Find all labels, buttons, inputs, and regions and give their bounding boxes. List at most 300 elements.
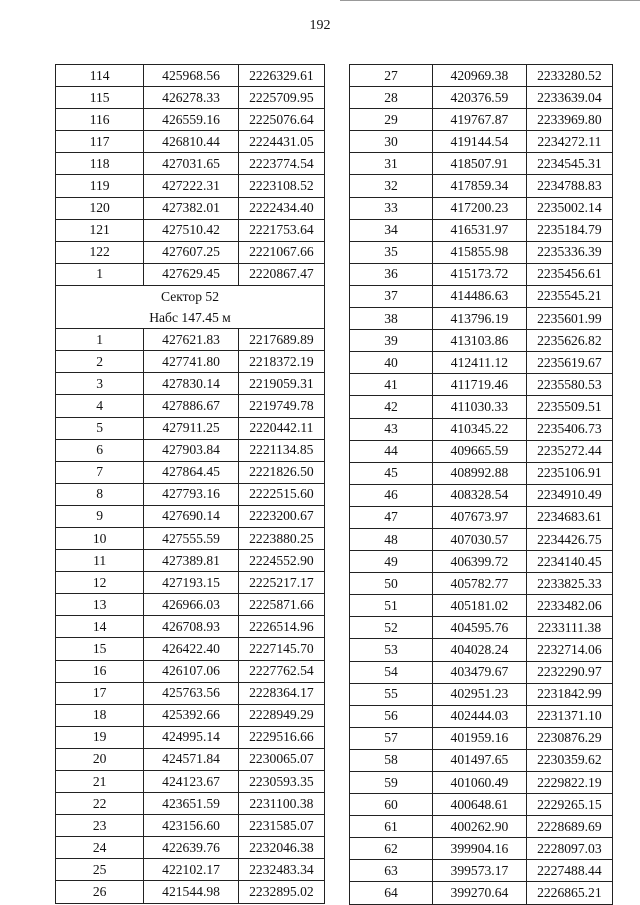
point-number: 43	[350, 418, 433, 440]
table-row	[350, 440, 613, 462]
table-row	[350, 65, 613, 87]
table-row	[56, 461, 325, 483]
y-coordinate: 2230065.07	[238, 748, 324, 770]
table-row	[56, 572, 325, 594]
y-coordinate: 2235272.44	[526, 440, 612, 462]
table-row	[56, 219, 325, 241]
y-coordinate: 2231842.99	[526, 683, 612, 705]
point-number: 30	[350, 131, 433, 153]
point-number: 5	[56, 417, 144, 439]
table-row	[56, 197, 325, 219]
x-coordinate: 427031.65	[144, 153, 239, 175]
point-number: 49	[350, 551, 433, 573]
y-coordinate: 2233639.04	[526, 87, 612, 109]
table-row	[350, 860, 613, 882]
point-number: 14	[56, 616, 144, 638]
point-number: 34	[350, 219, 433, 241]
x-coordinate: 425763.56	[144, 682, 239, 704]
x-coordinate: 420969.38	[433, 65, 527, 87]
y-coordinate: 2221826.50	[238, 461, 324, 483]
table-row	[350, 462, 613, 484]
point-number: 53	[350, 639, 433, 661]
y-coordinate: 2225871.66	[238, 594, 324, 616]
x-coordinate: 425968.56	[144, 65, 239, 87]
table-row	[350, 683, 613, 705]
table-row	[56, 859, 325, 881]
x-coordinate: 427222.31	[144, 175, 239, 197]
x-coordinate: 427690.14	[144, 505, 239, 527]
table-row	[350, 308, 613, 330]
x-coordinate: 426278.33	[144, 87, 239, 109]
point-number: 28	[350, 87, 433, 109]
x-coordinate: 411030.33	[433, 396, 527, 418]
x-coordinate: 423156.60	[144, 815, 239, 837]
table-row	[350, 153, 613, 175]
x-coordinate: 424123.67	[144, 771, 239, 793]
table-row	[56, 241, 325, 263]
x-coordinate: 413796.19	[433, 308, 527, 330]
y-coordinate: 2226329.61	[238, 65, 324, 87]
table-row	[350, 794, 613, 816]
table-row	[350, 772, 613, 794]
x-coordinate: 402444.03	[433, 705, 527, 727]
table-row	[350, 484, 613, 506]
point-number: 115	[56, 87, 144, 109]
y-coordinate: 2232046.38	[238, 837, 324, 859]
y-coordinate: 2235406.73	[526, 418, 612, 440]
x-coordinate: 404595.76	[433, 617, 527, 639]
point-number: 16	[56, 660, 144, 682]
table-row	[56, 153, 325, 175]
table-row	[56, 505, 325, 527]
sector-header-row	[56, 285, 325, 307]
x-coordinate: 413103.86	[433, 330, 527, 352]
point-number: 13	[56, 594, 144, 616]
y-coordinate: 2226514.96	[238, 616, 324, 638]
y-coordinate: 2230593.35	[238, 771, 324, 793]
y-coordinate: 2223108.52	[238, 175, 324, 197]
point-number: 24	[56, 837, 144, 859]
x-coordinate: 420376.59	[433, 87, 527, 109]
table-row	[350, 285, 613, 307]
table-row	[350, 330, 613, 352]
table-row	[350, 838, 613, 860]
x-coordinate: 424995.14	[144, 726, 239, 748]
x-coordinate: 426422.40	[144, 638, 239, 660]
x-coordinate: 426708.93	[144, 616, 239, 638]
table-row	[350, 396, 613, 418]
y-coordinate: 2222434.40	[238, 197, 324, 219]
point-number: 46	[350, 484, 433, 506]
table-row	[56, 131, 325, 153]
x-coordinate: 401497.65	[433, 749, 527, 771]
y-coordinate: 2225709.95	[238, 87, 324, 109]
y-coordinate: 2228949.29	[238, 704, 324, 726]
table-row	[350, 816, 613, 838]
y-coordinate: 2233969.80	[526, 109, 612, 131]
table-row	[350, 131, 613, 153]
point-number: 47	[350, 506, 433, 528]
point-number: 59	[350, 772, 433, 794]
table-row	[350, 219, 613, 241]
x-coordinate: 427793.16	[144, 483, 239, 505]
y-coordinate: 2232714.06	[526, 639, 612, 661]
y-coordinate: 2235545.21	[526, 285, 612, 307]
x-coordinate: 421544.98	[144, 881, 239, 903]
table-row	[56, 837, 325, 859]
y-coordinate: 2235456.61	[526, 263, 612, 285]
point-number: 32	[350, 175, 433, 197]
y-coordinate: 2232483.34	[238, 859, 324, 881]
y-coordinate: 2222515.60	[238, 483, 324, 505]
table-row	[56, 793, 325, 815]
x-coordinate: 422102.17	[144, 859, 239, 881]
x-coordinate: 427741.80	[144, 351, 239, 373]
point-number: 62	[350, 838, 433, 860]
y-coordinate: 2227145.70	[238, 638, 324, 660]
x-coordinate: 419144.54	[433, 131, 527, 153]
table-row	[56, 527, 325, 549]
point-number: 11	[56, 550, 144, 572]
table-row	[56, 329, 325, 351]
y-coordinate: 2228689.69	[526, 816, 612, 838]
y-coordinate: 2233280.52	[526, 65, 612, 87]
point-number: 118	[56, 153, 144, 175]
x-coordinate: 401959.16	[433, 727, 527, 749]
table-row	[56, 417, 325, 439]
x-coordinate: 426966.03	[144, 594, 239, 616]
x-coordinate: 400648.61	[433, 794, 527, 816]
y-coordinate: 2228097.03	[526, 838, 612, 860]
x-coordinate: 426559.16	[144, 109, 239, 131]
table-row	[56, 881, 325, 903]
y-coordinate: 2227488.44	[526, 860, 612, 882]
point-number: 114	[56, 65, 144, 87]
x-coordinate: 427510.42	[144, 219, 239, 241]
y-coordinate: 2219749.78	[238, 395, 324, 417]
table-row	[56, 682, 325, 704]
x-coordinate: 417859.34	[433, 175, 527, 197]
y-coordinate: 2232290.97	[526, 661, 612, 683]
y-coordinate: 2235336.39	[526, 241, 612, 263]
y-coordinate: 2235580.53	[526, 374, 612, 396]
page-number: 192	[309, 18, 331, 33]
table-row	[350, 528, 613, 550]
point-number: 38	[350, 308, 433, 330]
point-number: 61	[350, 816, 433, 838]
point-number: 64	[350, 882, 433, 904]
point-number: 57	[350, 727, 433, 749]
x-coordinate: 422639.76	[144, 837, 239, 859]
y-coordinate: 2225217.17	[238, 572, 324, 594]
x-coordinate: 412411.12	[433, 352, 527, 374]
x-coordinate: 427607.25	[144, 241, 239, 263]
point-number: 50	[350, 573, 433, 595]
x-coordinate: 424571.84	[144, 748, 239, 770]
point-number: 48	[350, 528, 433, 550]
x-coordinate: 415173.72	[433, 263, 527, 285]
y-coordinate: 2225076.64	[238, 109, 324, 131]
x-coordinate: 418507.91	[433, 153, 527, 175]
table-row	[350, 197, 613, 219]
point-number: 42	[350, 396, 433, 418]
x-coordinate: 426107.06	[144, 660, 239, 682]
y-coordinate: 2235106.91	[526, 462, 612, 484]
point-number: 55	[350, 683, 433, 705]
x-coordinate: 402951.23	[433, 683, 527, 705]
x-coordinate: 426810.44	[144, 131, 239, 153]
y-coordinate: 2233825.33	[526, 573, 612, 595]
point-number: 25	[56, 859, 144, 881]
x-coordinate: 415855.98	[433, 241, 527, 263]
point-number: 7	[56, 461, 144, 483]
x-coordinate: 427382.01	[144, 197, 239, 219]
y-coordinate: 2229516.66	[238, 726, 324, 748]
x-coordinate: 399573.17	[433, 860, 527, 882]
y-coordinate: 2231371.10	[526, 705, 612, 727]
y-coordinate: 2226865.21	[526, 882, 612, 904]
point-number: 117	[56, 131, 144, 153]
y-coordinate: 2223880.25	[238, 527, 324, 549]
x-coordinate: 419767.87	[433, 109, 527, 131]
point-number: 15	[56, 638, 144, 660]
y-coordinate: 2224552.90	[238, 550, 324, 572]
y-coordinate: 2223200.67	[238, 505, 324, 527]
table-row	[350, 705, 613, 727]
y-coordinate: 2234272.11	[526, 131, 612, 153]
y-coordinate: 2235601.99	[526, 308, 612, 330]
x-coordinate: 414486.63	[433, 285, 527, 307]
x-coordinate: 406399.72	[433, 551, 527, 573]
x-coordinate: 400262.90	[433, 816, 527, 838]
y-coordinate: 2229822.19	[526, 772, 612, 794]
y-coordinate: 2230876.29	[526, 727, 612, 749]
y-coordinate: 2235184.79	[526, 219, 612, 241]
y-coordinate: 2221067.66	[238, 241, 324, 263]
y-coordinate: 2233111.38	[526, 617, 612, 639]
point-number: 36	[350, 263, 433, 285]
point-number: 45	[350, 462, 433, 484]
table-row	[350, 573, 613, 595]
table-row	[350, 109, 613, 131]
y-coordinate: 2235626.82	[526, 330, 612, 352]
point-number: 8	[56, 483, 144, 505]
table-row	[56, 87, 325, 109]
table-row	[350, 374, 613, 396]
point-number: 9	[56, 505, 144, 527]
table-row	[56, 395, 325, 417]
y-coordinate: 2220442.11	[238, 417, 324, 439]
x-coordinate: 401060.49	[433, 772, 527, 794]
x-coordinate: 427629.45	[144, 263, 239, 285]
point-number: 60	[350, 794, 433, 816]
x-coordinate: 416531.97	[433, 219, 527, 241]
point-number: 56	[350, 705, 433, 727]
x-coordinate: 411719.46	[433, 374, 527, 396]
table-row	[350, 749, 613, 771]
y-coordinate: 2219059.31	[238, 373, 324, 395]
table-row	[350, 352, 613, 374]
table-row	[56, 726, 325, 748]
table-row	[350, 617, 613, 639]
x-coordinate: 404028.24	[433, 639, 527, 661]
y-coordinate: 2235509.51	[526, 396, 612, 418]
point-number: 44	[350, 440, 433, 462]
point-number: 58	[350, 749, 433, 771]
table-row	[350, 551, 613, 573]
point-number: 54	[350, 661, 433, 683]
table-row	[56, 616, 325, 638]
x-coordinate: 427911.25	[144, 417, 239, 439]
x-coordinate: 427886.67	[144, 395, 239, 417]
point-number: 29	[350, 109, 433, 131]
point-number: 20	[56, 748, 144, 770]
y-coordinate: 2231585.07	[238, 815, 324, 837]
point-number: 2	[56, 351, 144, 373]
x-coordinate: 417200.23	[433, 197, 527, 219]
table-row	[56, 748, 325, 770]
point-number: 19	[56, 726, 144, 748]
x-coordinate: 405181.02	[433, 595, 527, 617]
table-row	[56, 483, 325, 505]
y-coordinate: 2233482.06	[526, 595, 612, 617]
y-coordinate: 2224431.05	[238, 131, 324, 153]
point-number: 12	[56, 572, 144, 594]
table-row	[56, 351, 325, 373]
x-coordinate: 408992.88	[433, 462, 527, 484]
point-number: 116	[56, 109, 144, 131]
table-row	[56, 175, 325, 197]
table-row	[56, 638, 325, 660]
point-number: 3	[56, 373, 144, 395]
table-row	[56, 594, 325, 616]
point-number: 33	[350, 197, 433, 219]
y-coordinate: 2228364.17	[238, 682, 324, 704]
y-coordinate: 2232895.02	[238, 881, 324, 903]
table-row	[56, 771, 325, 793]
y-coordinate: 2231100.38	[238, 793, 324, 815]
x-coordinate: 408328.54	[433, 484, 527, 506]
sector-title: Сектор 52	[56, 285, 325, 307]
point-number: 39	[350, 330, 433, 352]
point-number: 18	[56, 704, 144, 726]
x-coordinate: 399904.16	[433, 838, 527, 860]
y-coordinate: 2234910.49	[526, 484, 612, 506]
x-coordinate: 427864.45	[144, 461, 239, 483]
x-coordinate: 427621.83	[144, 329, 239, 351]
table-row	[56, 704, 325, 726]
y-coordinate: 2234683.61	[526, 506, 612, 528]
x-coordinate: 423651.59	[144, 793, 239, 815]
y-coordinate: 2234140.45	[526, 551, 612, 573]
point-number: 35	[350, 241, 433, 263]
table-row	[350, 882, 613, 904]
point-number: 23	[56, 815, 144, 837]
table-row	[350, 241, 613, 263]
sector-height: Набс 147.45 м	[56, 307, 325, 329]
x-coordinate: 405782.77	[433, 573, 527, 595]
table-row	[350, 639, 613, 661]
y-coordinate: 2235619.67	[526, 352, 612, 374]
table-row	[350, 263, 613, 285]
point-number: 1	[56, 263, 144, 285]
point-number: 119	[56, 175, 144, 197]
table-row	[350, 727, 613, 749]
x-coordinate: 427830.14	[144, 373, 239, 395]
y-coordinate: 2218372.19	[238, 351, 324, 373]
table-row	[350, 661, 613, 683]
x-coordinate: 407673.97	[433, 506, 527, 528]
point-number: 17	[56, 682, 144, 704]
point-number: 10	[56, 527, 144, 549]
x-coordinate: 427389.81	[144, 550, 239, 572]
y-coordinate: 2230359.62	[526, 749, 612, 771]
point-number: 41	[350, 374, 433, 396]
x-coordinate: 427903.84	[144, 439, 239, 461]
point-number: 51	[350, 595, 433, 617]
table-row	[56, 815, 325, 837]
point-number: 27	[350, 65, 433, 87]
point-number: 120	[56, 197, 144, 219]
table-row	[56, 263, 325, 285]
x-coordinate: 427193.15	[144, 572, 239, 594]
x-coordinate: 407030.57	[433, 528, 527, 550]
point-number: 52	[350, 617, 433, 639]
point-number: 31	[350, 153, 433, 175]
table-row	[56, 660, 325, 682]
point-number: 1	[56, 329, 144, 351]
y-coordinate: 2221753.64	[238, 219, 324, 241]
point-number: 26	[56, 881, 144, 903]
y-coordinate: 2217689.89	[238, 329, 324, 351]
table-row	[350, 595, 613, 617]
y-coordinate: 2220867.47	[238, 263, 324, 285]
point-number: 6	[56, 439, 144, 461]
table-row	[56, 550, 325, 572]
top-rule	[340, 0, 640, 1]
y-coordinate: 2234545.31	[526, 153, 612, 175]
y-coordinate: 2221134.85	[238, 439, 324, 461]
y-coordinate: 2235002.14	[526, 197, 612, 219]
x-coordinate: 410345.22	[433, 418, 527, 440]
table-row	[56, 109, 325, 131]
y-coordinate: 2229265.15	[526, 794, 612, 816]
point-number: 22	[56, 793, 144, 815]
point-number: 40	[350, 352, 433, 374]
point-number: 122	[56, 241, 144, 263]
point-number: 21	[56, 771, 144, 793]
y-coordinate: 2234788.83	[526, 175, 612, 197]
point-number: 63	[350, 860, 433, 882]
x-coordinate: 427555.59	[144, 527, 239, 549]
table-row	[56, 439, 325, 461]
table-row	[56, 65, 325, 87]
point-number: 37	[350, 285, 433, 307]
x-coordinate: 425392.66	[144, 704, 239, 726]
x-coordinate: 409665.59	[433, 440, 527, 462]
x-coordinate: 403479.67	[433, 661, 527, 683]
table-row	[350, 175, 613, 197]
sector-height-row	[56, 307, 325, 329]
left-coordinates-table	[55, 64, 325, 904]
table-row	[350, 87, 613, 109]
point-number: 121	[56, 219, 144, 241]
y-coordinate: 2234426.75	[526, 528, 612, 550]
y-coordinate: 2223774.54	[238, 153, 324, 175]
table-row	[56, 373, 325, 395]
right-coordinates-table	[349, 64, 613, 905]
table-row	[350, 506, 613, 528]
